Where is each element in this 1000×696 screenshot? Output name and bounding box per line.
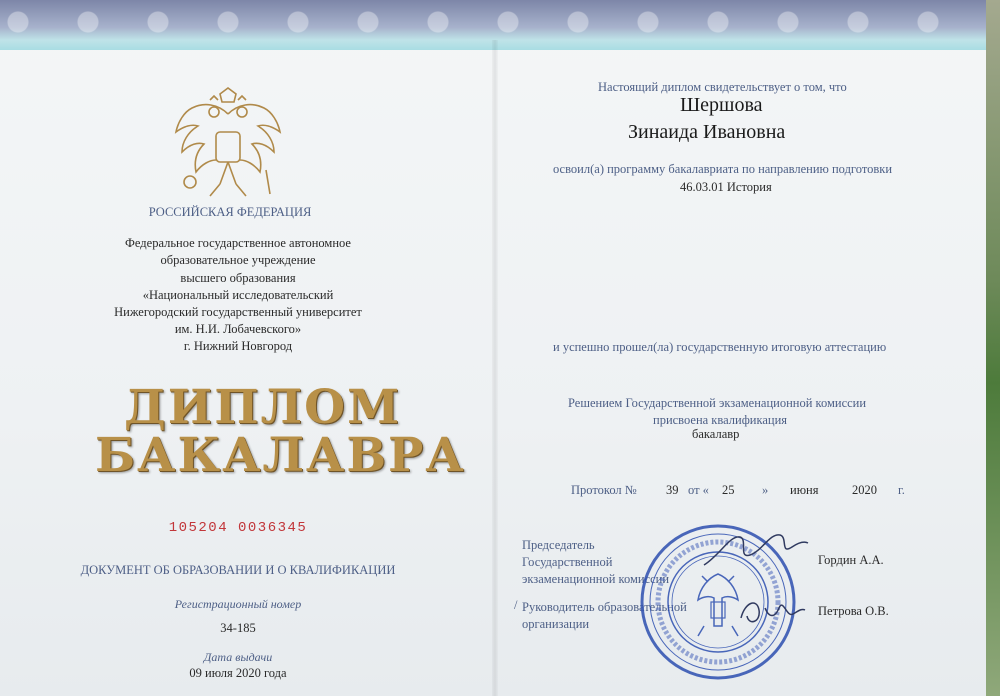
- chairman-label: Председатель: [522, 538, 595, 552]
- program-code: 46.03.01 История: [680, 180, 772, 194]
- document-type: ДОКУМЕНТ ОБ ОБРАЗОВАНИИ И О КВАЛИФИКАЦИИ: [80, 563, 396, 577]
- rosette-pattern: [0, 4, 1000, 40]
- qualification-label: присвоена квалификация: [653, 413, 788, 427]
- institution-line: высшего образования: [180, 271, 296, 285]
- protocol-close-quote: »: [762, 483, 769, 497]
- head-label: организации: [522, 617, 590, 631]
- chairman-label: Государственной: [522, 555, 613, 569]
- head-label: Руководитель образовательной: [522, 600, 687, 614]
- qualification-value: бакалавр: [692, 427, 740, 441]
- chairman-signature: [700, 525, 810, 575]
- head-slash: /: [514, 598, 518, 612]
- issue-date-label: Дата выдачи: [203, 650, 273, 664]
- protocol-year-suffix: г.: [898, 483, 905, 497]
- graduate-surname: Шершова: [680, 94, 763, 116]
- institution-line: «Национальный исследовательский: [142, 288, 334, 302]
- institution-line: им. Н.И. Лобачевского»: [174, 322, 302, 336]
- registration-number: 34-185: [220, 621, 256, 635]
- serial-number: 105204 0036345: [168, 520, 308, 536]
- protocol-from-label: от «: [688, 483, 709, 497]
- institution-line: образовательное учреждение: [160, 253, 316, 267]
- decorative-top-band: [0, 0, 1000, 50]
- graduate-given-names: Зинаида Ивановна: [628, 121, 786, 143]
- institution-line: Федеральное государственное автономное: [125, 236, 351, 250]
- certifies-text: Настоящий диплом свидетельствует о том, что: [598, 80, 847, 94]
- protocol-day: 25: [722, 483, 735, 497]
- institution-city: г. Нижний Новгород: [183, 339, 293, 353]
- chairman-name: Гордин А.А.: [818, 553, 884, 567]
- country-name: РОССИЙСКАЯ ФЕДЕРАЦИЯ: [148, 205, 312, 219]
- protocol-month: июня: [790, 483, 819, 497]
- registration-label: Регистрационный номер: [174, 597, 302, 611]
- institution-line: Нижегородский государственный университет: [114, 305, 362, 319]
- chairman-label: экзаменационной комиссии: [522, 572, 670, 586]
- background-edge: [986, 0, 1000, 696]
- head-name: Петрова О.В.: [818, 604, 889, 618]
- diploma-title-line2: БАКАЛАВРА: [95, 428, 466, 483]
- head-signature: [735, 588, 810, 633]
- protocol-number: 39: [666, 483, 679, 497]
- protocol-year: 2020: [852, 483, 877, 497]
- commission-decision: Решением Государственной экзаменационной комиссии: [568, 396, 867, 410]
- issue-date: 09 июля 2020 года: [189, 666, 287, 680]
- protocol-label: Протокол №: [571, 483, 637, 497]
- attestation-text: и успешно прошел(ла) государственную итоговую аттестацию: [553, 340, 887, 354]
- center-fold: [492, 40, 498, 696]
- diploma-title-line1: ДИПЛОМ: [124, 380, 402, 435]
- program-text: освоил(а) программу бакалавриата по направлению подготовки: [553, 162, 893, 176]
- double-headed-eagle-emblem: [170, 86, 286, 206]
